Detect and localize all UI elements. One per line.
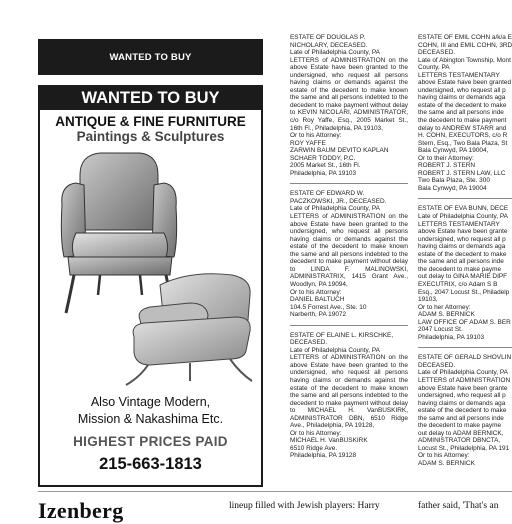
ad-subtitle: ANTIQUE & FINE FURNITURE — [55, 114, 246, 129]
estate-notice: ESTATE OF GERALD SHOVLIN DECEASED. Late of Philadelphia County, PA LETTERS of ADMINISTRATION above Estate have been grante undersigned, who request all p having claims or demands aga estate of the decedent to make the same and all persons inde the decedent to make payme out delay to ADAM BERNICK, ADMINISTRATOR DBNCTA, Locust St., Philadelphia, PA 191 Or to his Attorney: ADAM S. BERNICK — [418, 354, 512, 467]
armchairs-image — [40, 145, 261, 393]
legal-notices-column-2 — [418, 34, 512, 474]
legal-notices-column-1 — [290, 34, 408, 466]
estate-notice: ESTATE OF EVA BUNN, DECE Late of Philadelphia County, PA LETTERS TESTAMENTARY above Estate have been grante undersigned, who request all p having claims or demands aga estate of the decedent to make the same and all persons inde the decedent to make payme out delay to GINA MARIE DIPF EXECUTRIX, c/o Adam S B Esq., 2047 Locust St., Philadelp 19103, Or to her Attorney: ADAM S. BERNICK LAW OFFICE OF ADAM S. BER 2047 Locust St. Philadelphia, PA 19103 — [418, 205, 511, 341]
ad-subtitle-secondary: Paintings & Sculptures — [76, 129, 225, 144]
ad-header-bar — [38, 39, 263, 75]
notice-divider — [290, 325, 408, 326]
section-divider — [38, 491, 512, 492]
ad-highest-prices: HIGHEST PRICES PAID — [73, 434, 228, 449]
notice-divider — [418, 347, 512, 348]
article-headline: Izenberg — [38, 498, 124, 523]
estate-notice: ESTATE OF EMIL COHN a/k/a E COHN, III and EMIL COHN, 3RD DECEASED. Late of Abington Township, Mont County, PA LETTERS TESTAMENTARY above Estate have been granted undersigned, who request all p having claims or demands aga estate of the decedent to make the same and all persons inde the decedent to make payment delay to ANDREW STARR and H. COHN, EXECUTORS, c/o R Stern, Esq., Two Bala Plaza, St Bala Cynwyd, PA 19004, Or to their Attorney: ROBERT J. STERN ROBERT J. STERN LAW, LLC Two Bala Plaza, Ste. 300 Bala Cynwyd, PA 19004 — [418, 34, 512, 192]
ad-header-label: WANTED TO BUY — [109, 51, 192, 63]
wanted-to-buy-ad[interactable] — [38, 85, 263, 487]
estate-notice: ESTATE OF DOUGLAS P. NICHOLARY, DECEASED. Late of Philadelphia County, PA LETTERS of ADMINISTRATION on the above Estate have been granted to the undersigned, who request all persons having claims or demands against the estate of the decedent to make known the same and all persons indebted to the decedent to make payment without delay to KEVIN NICOLARI, ADMINISTRATOR, c/o Roy Yaffe, Esq., 2005 Market St., 16th Fl., Philadelphia, PA 19103, Or to his Attorney: ROY YAFFE ZARWIN BAUM DEVITO KAPLAN SCHAER TODDY, P.C. 2005 Market St., 16th Fl. Philadelphia, PA 19103 — [290, 34, 408, 177]
ad-phone-number[interactable]: 215-663-1813 — [99, 455, 202, 473]
wingback-chair — [61, 153, 176, 313]
estate-notice: ESTATE OF ELAINE L. KIRSCHKE, DECEASED. Late of Philadelphia County, PA LETTERS of ADMINISTRATION on the above Estate have been granted to the undersigned, who request all persons having claims or demands against the estate of the decedent to make known the same and all persons indebted to the decedent to make payment without delay to MICHAEL H. VanBUSKIRK, ADMINISTRATOR DBN, 6510 Ridge Ave., Philadelphia, PA 19128, Or to his Attorney: MICHAEL H. VanBUSKIRK 6510 Ridge Ave. Philadelphia, PA 19128 — [290, 331, 408, 460]
ad-tagline-line-2: Mission & Nakashima Etc. — [77, 412, 224, 426]
ad-banner: WANTED TO BUY — [40, 87, 261, 110]
estate-notice: ESTATE OF EDWARD W. PACZKOWSKI, JR., DECEASED. Late of Philadelphia County, PA LETTERS of ADMINISTRATION on the above Estate have been granted to the undersigned, who request all persons having claims or demands against the estate of the decedent to make known the same and all persons indebted to the decedent to make payment without delay to LINDA F. MALINOWSKI, ADMINISTRATRIX, 1415 Grant Ave., Woodlyn, PA 19094, Or to his Attorney: DANIEL BALTUCH 104.5 Forrest Ave., Ste. 10 Narberth, PA 19072 — [290, 190, 408, 319]
ad-tagline-line-1: Also Vintage Modern, — [90, 395, 211, 409]
article-text-snippet-right: father said, 'That's an — [418, 501, 499, 511]
modern-lounge-chair — [126, 274, 252, 385]
chairs-illustration — [40, 145, 261, 393]
notice-divider — [290, 183, 408, 184]
notice-divider — [418, 198, 512, 199]
article-text-snippet: lineup filled with Jewish players: Harry — [229, 501, 380, 511]
